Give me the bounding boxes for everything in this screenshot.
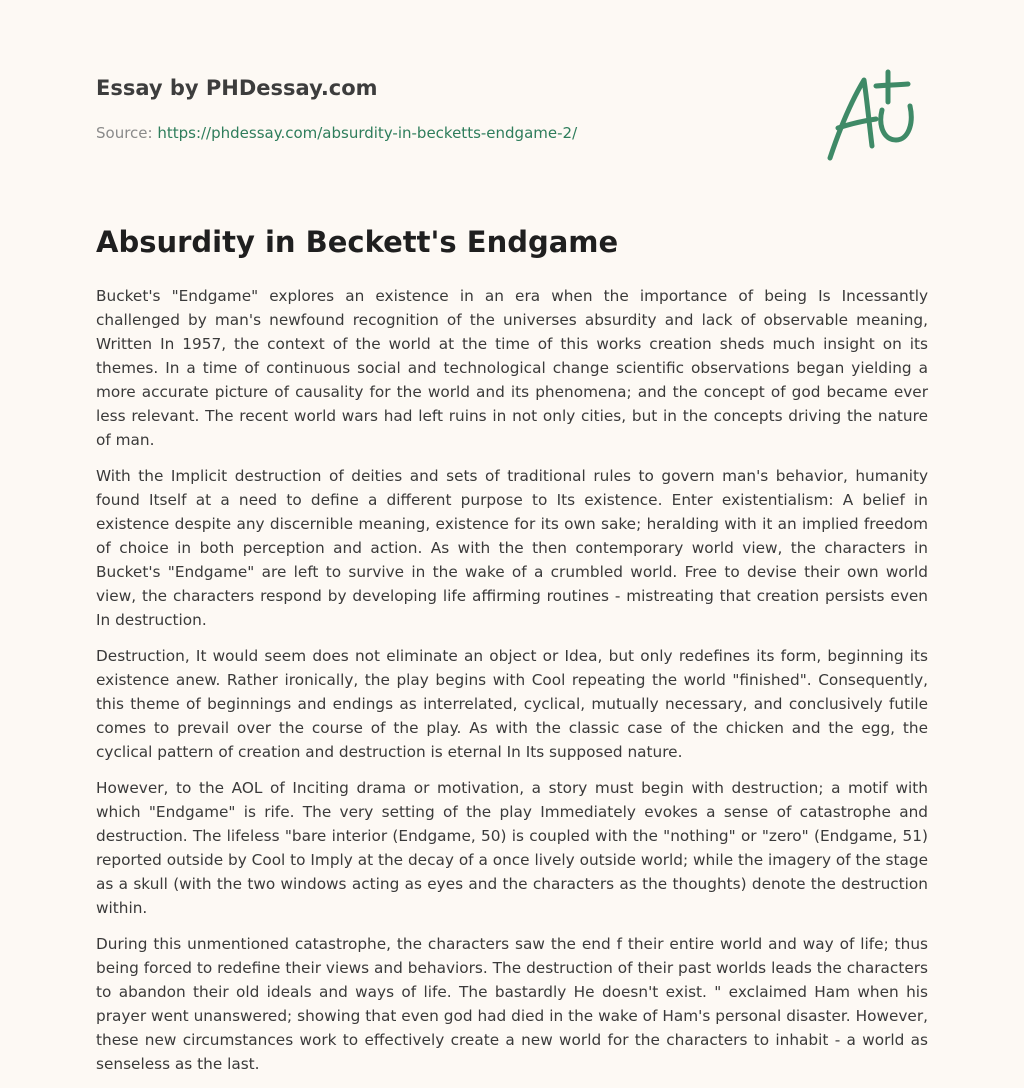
essay-paragraph: With the Implicit destruction of deities and sets of traditional rules to govern man's behavior, humanity found Itself at a need to define a different purpose to Its existence. Enter existentialism: A belief in existence despite any discernible meaning, existence for its own sake; heralding with it an implied freedom of choice in both perception and action. As with the then contemporary world view, the characters in Bucket's "Endgame" are left to survive in the wake of a crumbled world. Free to devise their own world view, the characters respond by developing life affirming routines - mistreating that creation persists even In destruction. — [96, 467, 928, 629]
a-plus-logo-icon — [824, 66, 924, 166]
header — [96, 0, 928, 195]
essay-paragraph: Bucket's "Endgame" explores an existence in an era when the importance of being Is Incessantly challenged by man's newfound recognition of the universes absurdity and lack of observable meaning, Written In 1957, the context of the world at the time of this works creation sheds much insight on its themes. In a time of continuous social and technological change scientific observations began yielding a more accurate picture of causality for the world and its phenomena; and the concept of god became ever less relevant. The recent world wars had left ruins in not only cities, but in the concepts driving the nature of man. — [96, 287, 928, 449]
essay-paragraph: Destruction, It would seem does not eliminate an object or Idea, but only redefines its form, beginning its existence anew. Rather ironically, the play begins with Cool repeating the world "finished". Consequently, this theme of beginnings and endings as interrelated, cyclical, mutually necessary, and conclusively futile comes to prevail over the course of the play. As with the classic case of the chicken and the egg, the cyclical pattern of creation and destruction is eternal In Its supposed nature. — [96, 647, 928, 761]
source-link[interactable]: https://phdessay.com/absurdity-in-becketts-endgame-2/ — [157, 124, 578, 142]
source-line — [96, 124, 577, 142]
essay-paragraph: During this unmentioned catastrophe, the characters saw the end f their entire world and way of life; thus being forced to redefine their views and behaviors. The destruction of their past worlds leads the characters to abandon their old ideals and ways of life. The bastardly He doesn't exist. " exclaimed Ham when his prayer went unanswered; showing that even god had died in the wake of Ham's personal disaster. However, these new circumstances work to effectively create a new world for the characters to inhabit - a world as senseless as the last. — [96, 935, 928, 1073]
essay-body — [96, 284, 928, 1088]
essay-title: Absurdity in Beckett's Endgame — [96, 225, 619, 259]
source-label: Source: — [96, 124, 158, 142]
site-title: Essay by PHDessay.com — [96, 76, 378, 100]
page — [96, 0, 928, 1073]
essay-paragraph: However, to the AOL of Inciting drama or motivation, a story must begin with destruction; a motif with which "Endgame" is rife. The very setting of the play Immediately evokes a sense of catastrophe and destruction. The lifeless "bare interior (Endgame, 50) is coupled with the "nothing" or "zero" (Endgame, 51) reported outside by Cool to Imply at the decay of a once lively outside world; while the imagery of the stage as a skull (with the two windows acting as eyes and the characters as the thoughts) denote the destruction within. — [96, 779, 928, 917]
